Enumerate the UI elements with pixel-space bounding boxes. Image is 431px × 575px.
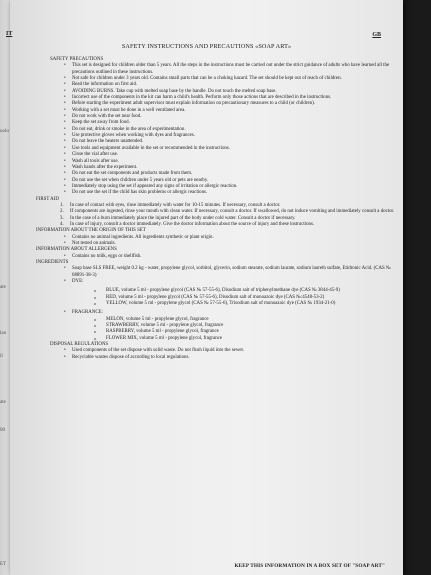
item-number: 3. — [60, 215, 64, 221]
sub-list-item: o RED, volume 5 ml - propylene glycol (CAS № 57-55-6), Disodium salt of monoazoic dye (CAS №:4548-53-2) — [36, 295, 396, 301]
bullet-item: • Immediately stop using the set if appeared any signs of irritation or allergic reaction. — [36, 184, 396, 190]
item-text: In the case of a burn immediately place the injured part of the body under cold water. Consult a doctor if necessary. — [70, 215, 296, 221]
bullet-item: • AVOIDING BURNS. Take cup with melted soap base by the handle. Do not touch the melted soap base. — [36, 89, 396, 95]
bullet-item: • Contains no milk, eggs or shellfish. — [36, 254, 396, 260]
section-heading: FIRST AID — [36, 196, 59, 202]
bullet-item: • Used components of the set dispose with solid waste. Do not flush liquid into the sewer. — [36, 348, 396, 354]
bullet-item: • DYE: — [36, 279, 396, 285]
section-heading: INFORMATION ABOUT THE ORIGIN OF THIS SET — [36, 228, 146, 234]
sub-list-item: o RASPBERRY, volume 5 ml - propylene glycol, fragrance — [36, 329, 396, 335]
sub-list-item: o STRAWBERRY, volume 5 ml - propylene glycol, fragrance — [36, 323, 396, 329]
sub-list-item: o FLOWER MIX, volume 5 ml - propylene glycol, fragrance — [36, 336, 396, 342]
language-code-right: GB — [372, 32, 381, 38]
bullet-item: • Wash hands after the experiment. — [36, 165, 396, 171]
adjacent-page-fragment: lan — [0, 331, 7, 336]
section-heading: SAFETY PRECAUTIONS — [50, 57, 104, 62]
adjacent-page-fragment: ate — [0, 400, 6, 405]
section-heading: INGREDIENTS — [36, 260, 69, 265]
bullet-item: • Close the vial after use. — [36, 152, 396, 158]
bullet-item: • Keep the set away from food. — [36, 120, 396, 126]
bullet-item: • FRAGRANCE: — [36, 310, 396, 316]
sub-list-item: o YELLOW, volume 5 ml - propylene glycol (CAS № 57-55-6), Trisodium salt of monoazoic dye (CAS № 1934-21-0) — [36, 301, 396, 307]
page-title: SAFETY INSTRUCTIONS AND PRECAUTIONS «SOAP ART» — [121, 43, 292, 50]
bullet-item: • Do not eat the set components and products made from them. — [36, 171, 396, 177]
item-text: If components are ingested, rinse your mouth with clean water. If necessary, consult a doctor. If swallowed, do not induce vomiting and immediately consult a doctor. — [70, 209, 395, 215]
sub-list-item: o BLUE, volume 5 ml - propylene glycol (CAS № 57-55-6), Disodium salt of triphenylmethane dye (CAS № 3844-45-9) — [36, 288, 396, 294]
adjacent-page-fragment: ET — [0, 562, 7, 567]
section-heading: INFORMATION ABOUT ALLERGENS — [36, 247, 117, 253]
bullet-item: • Use protective gloves when working with dyes and fragrances. — [36, 133, 396, 139]
bullet-item: • Soap base SLS FREE, weight 0.2 kg - water, propylene glycol, sorbitol, glycerin, sodium stearate, sodium laurate, sodium laureth sulfate, Etidronic Acid. (CAS № 68891-38-3) — [36, 266, 396, 279]
sub-list-item: o MELON, volume 5 ml - propylene glycol, fragrance — [36, 317, 396, 323]
adjacent-page-fragment: il — [0, 354, 3, 359]
bullet-item: • Do not use the set if the child has skin problems or allergic reactions. — [36, 190, 396, 196]
adjacent-page-fragment: uolo — [0, 129, 9, 134]
bullet-item: • Wash all tools after use. — [36, 159, 396, 165]
section-heading: DISPOSAL REGULATIONS — [50, 342, 109, 348]
language-code-left: IT — [6, 31, 13, 37]
bullet-item: • This set is designed for children older than 5 years. All the steps in the instructions must be carried out under the strict guidance of adults who have learned all the precautions outlined in these instructions. — [36, 63, 396, 76]
item-text: In case of injury, consult a doctor immediately. Give the doctor information about the source of injury and these instructions. — [70, 221, 315, 227]
bullet-item: • Contains no animal ingredients. All ingredients synthetic or plant origin. — [36, 235, 396, 241]
item-number: 2. — [60, 209, 64, 215]
instruction-sheet — [6, 0, 403, 575]
bullet-item: • Do not use the set when children under 5 years old or pets are nearby. — [36, 178, 396, 184]
bullet-item: • Use tools and equipment available in the set or recommended in the instructions. — [36, 146, 396, 152]
item-number: 4. — [60, 221, 64, 227]
item-number: 1. — [60, 202, 64, 208]
footer-note: KEEP THIS INFORMATION IN A BOX SET OF "SOAP ART" — [234, 563, 385, 569]
adjacent-page-fragment: ate — [0, 285, 6, 290]
bullet-item: • Not safe for children under 3 years old. Contains small parts that can be a choking hazard. The set should be kept out of reach of children. — [36, 76, 396, 82]
bullet-item: • Recyclable wastes dispose of according to local regulations. — [36, 355, 396, 361]
instructions-body — [36, 57, 396, 361]
item-text: In case of contact with eyes, rinse immediately with water for 10-15 minutes. If necessary, consult a doctor. — [70, 202, 281, 208]
numbered-item — [36, 222, 396, 228]
bullet-item: • Incorrect use of the components in the kit can harm a child's health. Perform only those actions that are described in the instructions. — [36, 95, 396, 101]
bullet-item: • Read the information on first aid. — [36, 82, 396, 88]
bullet-item: • Not tested on animals. — [36, 241, 396, 247]
bullet-item: • Working with a set must be done in a well ventilated area. — [36, 108, 396, 114]
bullet-item: • Before starting the experiment adult supervisor must explain information on precautionary measures to a child (or children). — [36, 101, 396, 107]
adjacent-page-fragment: 00 — [0, 428, 5, 433]
bullet-item: • Do not work with the set near food. — [36, 114, 396, 120]
bullet-item: • Do not leave the heaters unattended. — [36, 139, 396, 145]
bullet-item: • Do not eat, drink or smoke in the area of experimentation. — [36, 127, 396, 133]
